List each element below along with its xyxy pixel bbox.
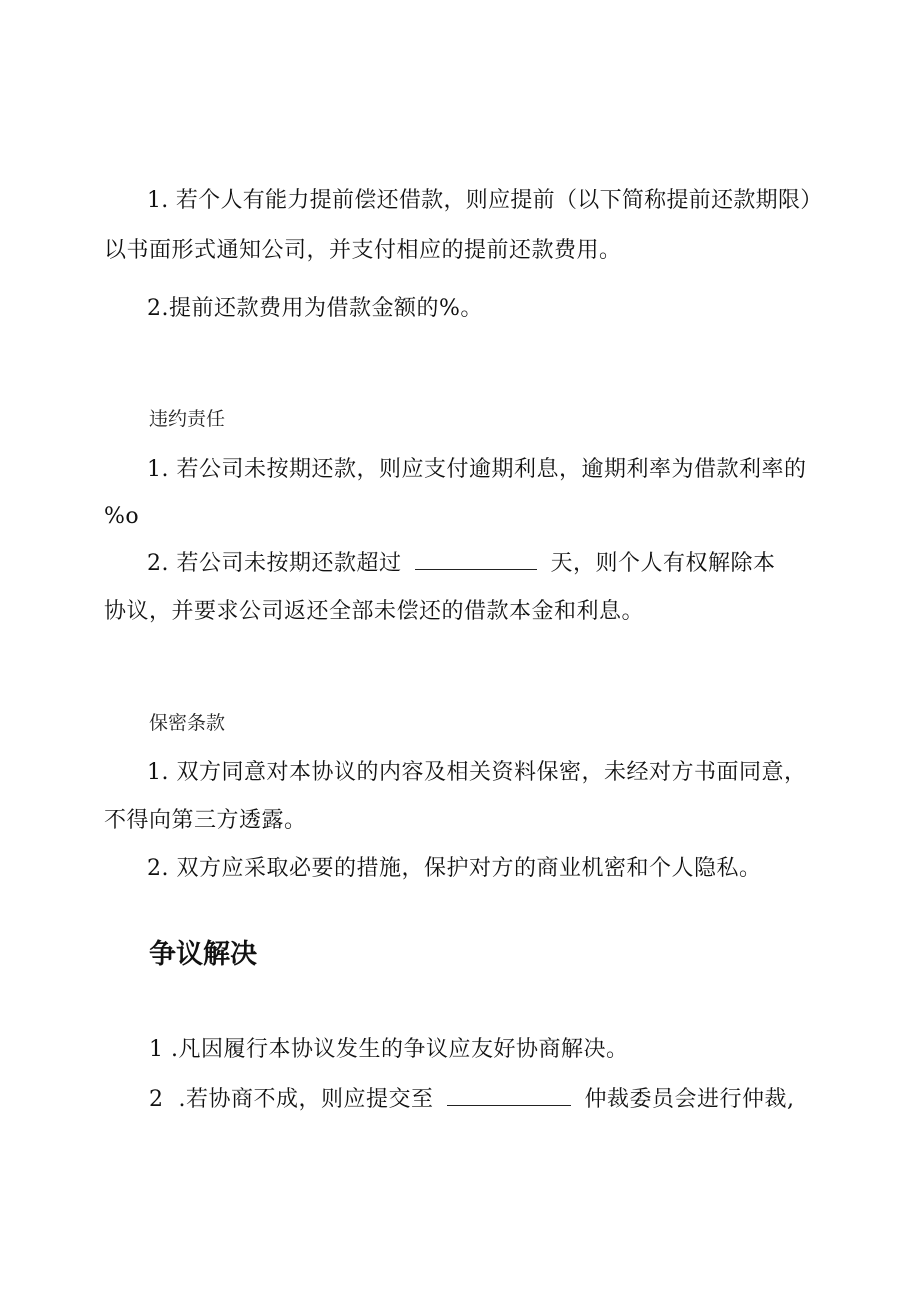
breach-item-2-line-2: 协议，并要求公司返还全部未偿还的借款本金和利息。 bbox=[104, 599, 645, 624]
prepayment-item-1-line-2: 以书面形式通知公司，并支付相应的提前还款费用。 bbox=[104, 238, 622, 263]
breach-item-1-line-1: 1. 若公司未按期还款，则应支付逾期利息，逾期利率为借款利率的 bbox=[147, 457, 807, 482]
confidentiality-item-1-line-2: 不得向第三方透露。 bbox=[104, 808, 307, 833]
dispute-item-2-text-after-blank: 仲裁委员会进行仲裁, bbox=[584, 1087, 795, 1112]
arbitration-commission-blank-field[interactable] bbox=[447, 1087, 571, 1106]
breach-heading: 违约责任 bbox=[149, 408, 226, 430]
breach-item-2-text-after-blank: 天，则个人有权解除本 bbox=[550, 551, 776, 576]
confidentiality-item-1-line-1: 1. 双方同意对本协议的内容及相关资料保密，未经对方书面同意， bbox=[147, 760, 807, 785]
dispute-item-2-text-before-blank: 2 .若协商不成，则应提交至 bbox=[149, 1087, 434, 1112]
breach-item-2-text-before-blank: 2. 若公司未按期还款超过 bbox=[147, 551, 402, 576]
breach-item-1-line-2: %o bbox=[104, 504, 140, 529]
dispute-heading: 争议解决 bbox=[149, 939, 257, 970]
confidentiality-heading: 保密条款 bbox=[149, 712, 226, 734]
confidentiality-item-2: 2. 双方应采取必要的措施，保护对方的商业机密和个人隐私。 bbox=[147, 856, 762, 881]
prepayment-item-1-line-1: 1. 若个人有能力提前偿还借款，则应提前（以下简称提前还款期限） bbox=[147, 188, 823, 213]
days-blank-field[interactable] bbox=[415, 551, 537, 570]
prepayment-item-2: 2.提前还款费用为借款金额的%。 bbox=[147, 296, 483, 321]
dispute-item-2 bbox=[149, 1087, 794, 1113]
dispute-item-1: 1 .凡因履行本协议发生的争议应友好协商解决。 bbox=[149, 1037, 629, 1062]
breach-item-2-line-1 bbox=[147, 551, 776, 577]
